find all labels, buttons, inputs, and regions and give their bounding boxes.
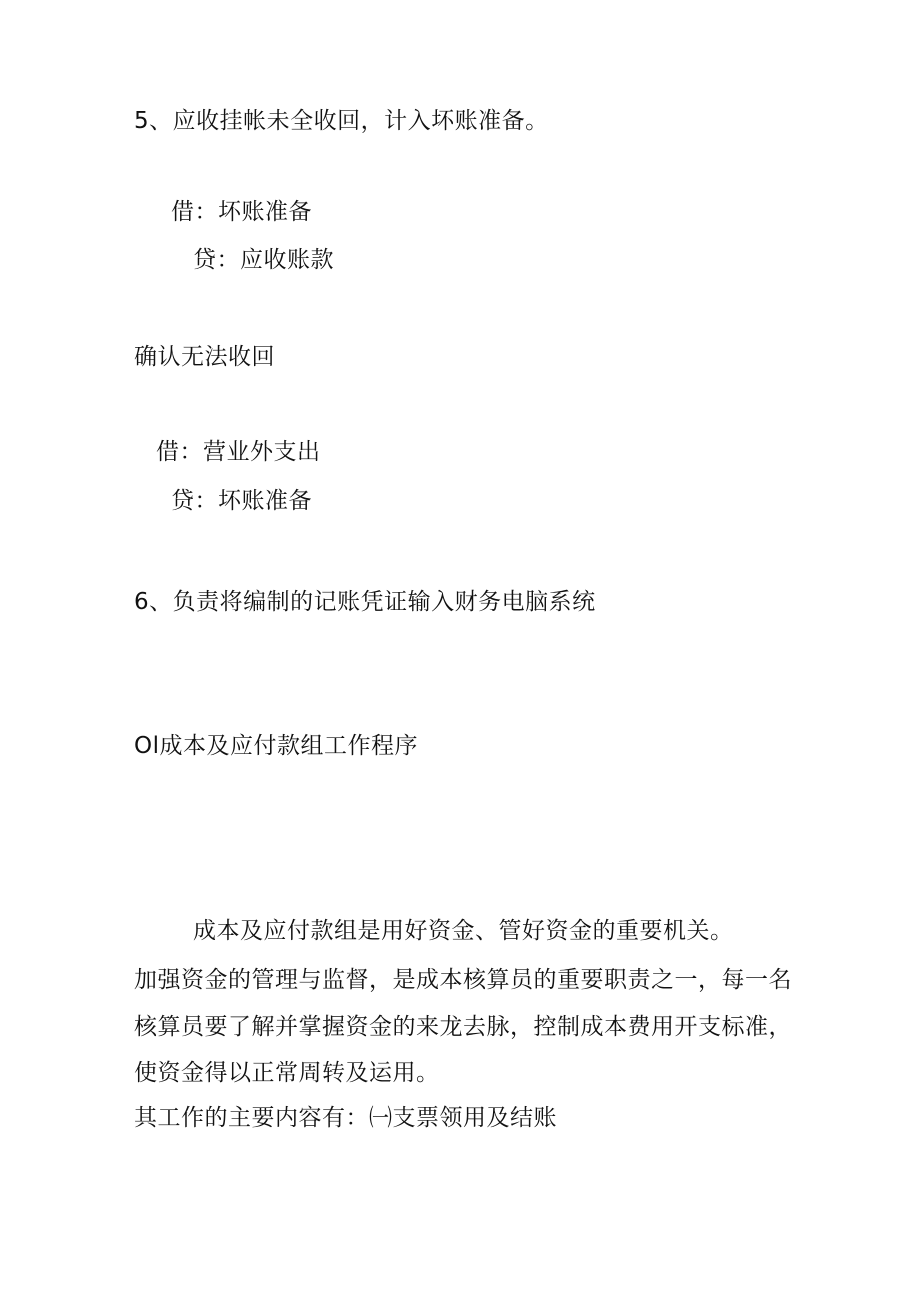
paragraph-line-5: 其工作的主要内容有：㈠支票领用及结账 [134, 1105, 557, 1131]
section-heading: Ol成本及应付款组工作程序 [134, 733, 418, 759]
item-5-credit-entry: 贷：应收账款 [193, 247, 334, 273]
paragraph-line-1: 成本及应付款组是用好资金、管好资金的重要机关。 [193, 918, 734, 944]
item-5-title: 5、应收挂帐未全收回，计入坏账准备。 [134, 108, 549, 134]
confirm-uncollectible-label: 确认无法收回 [134, 344, 275, 370]
paragraph-line-2: 加强资金的管理与监督，是成本核算员的重要职责之一，每一名 [134, 967, 792, 993]
confirm-credit-entry: 贷：坏账准备 [171, 488, 312, 514]
paragraph-line-3: 核算员要了解并掌握资金的来龙去脉，控制成本费用开支标准， [134, 1014, 792, 1040]
item-5-debit-entry: 借：坏账准备 [171, 199, 312, 225]
item-6-title: 6、负责将编制的记账凭证输入财务电脑系统 [134, 589, 596, 615]
paragraph-line-4: 使资金得以正常周转及运用。 [134, 1060, 440, 1086]
confirm-debit-entry: 借：营业外支出 [156, 439, 321, 465]
